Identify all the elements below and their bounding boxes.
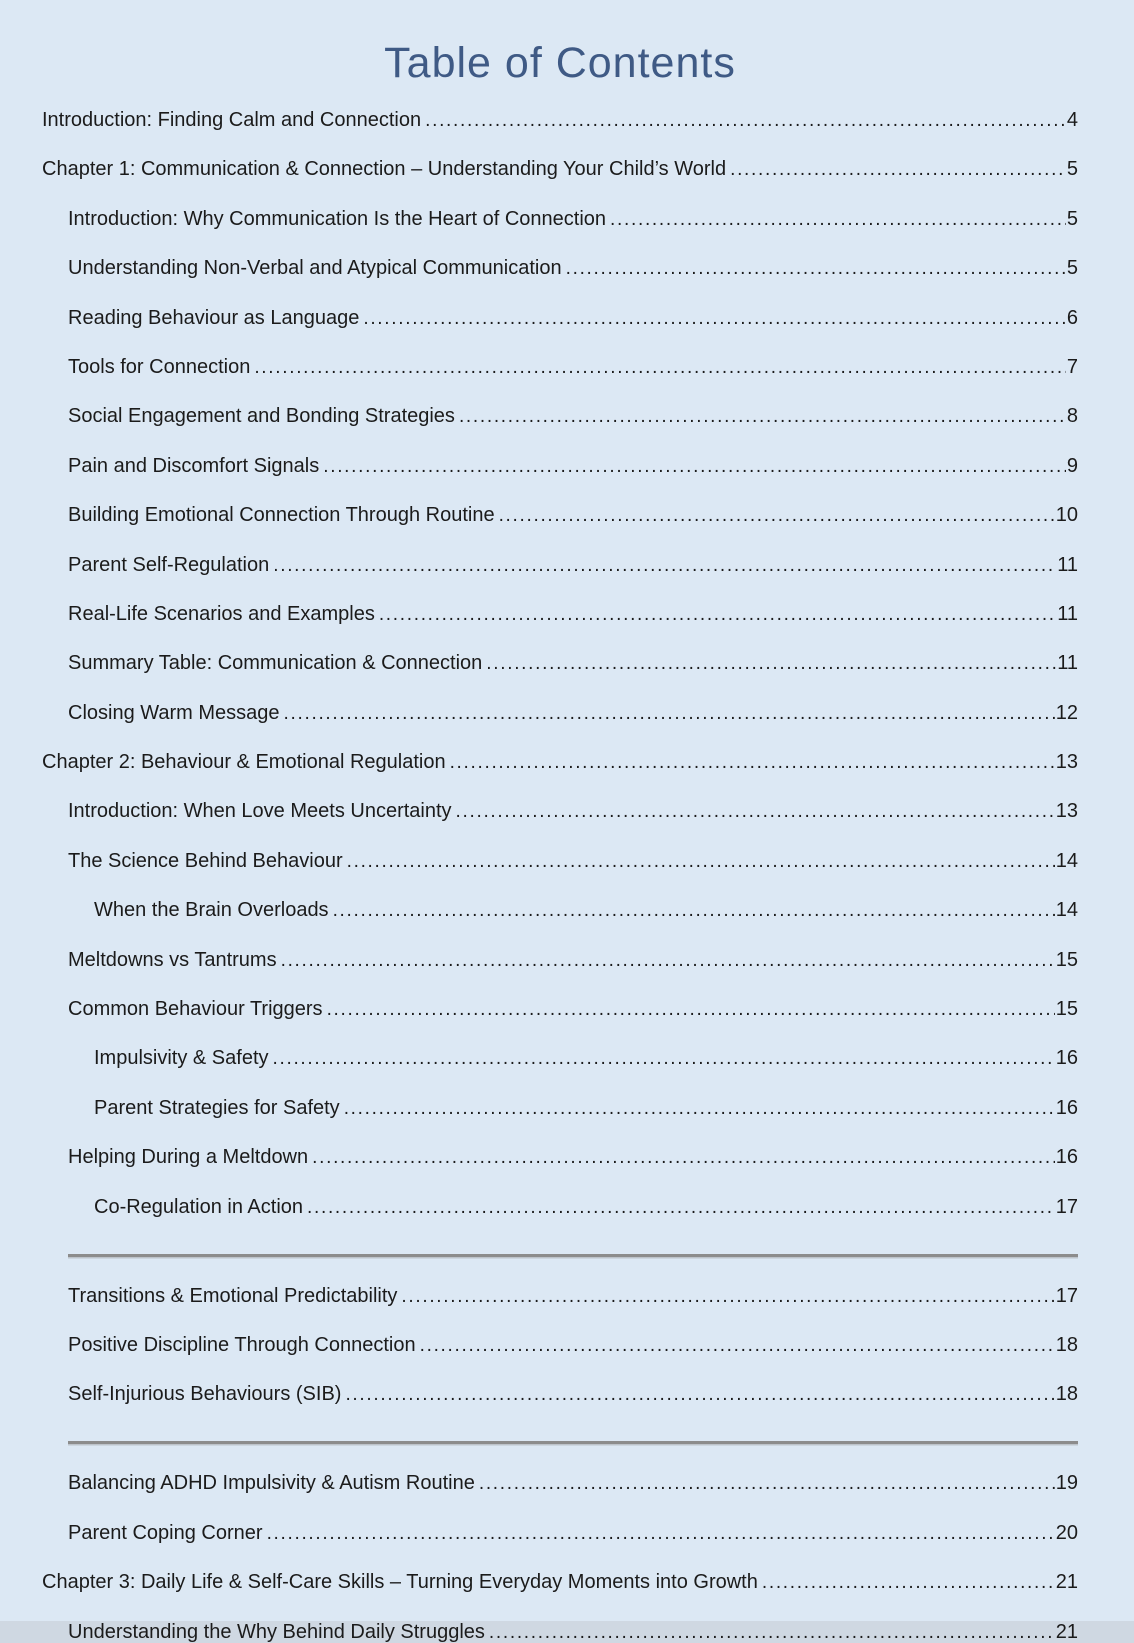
toc-entry-page: 18 (1055, 1383, 1078, 1406)
toc-entry-label: Chapter 1: Communication & Connection – Understanding Your Child’s World (42, 158, 727, 181)
toc-leader-dots (323, 456, 1066, 477)
toc-entry[interactable] (42, 505, 1078, 526)
toc-entry[interactable] (42, 1197, 1078, 1218)
toc-entry-label: Real-Life Scenarios and Examples (68, 602, 375, 625)
toc-entry-label: Balancing ADHD Impulsivity & Autism Routine (68, 1472, 475, 1495)
toc-entry-label: Building Emotional Connection Through Routine (68, 504, 495, 527)
toc-leader-dots (333, 900, 1055, 921)
toc-entry-page: 19 (1055, 1472, 1078, 1495)
toc-leader-dots (401, 1286, 1054, 1307)
toc-entry-label: Transitions & Emotional Predictability (68, 1284, 398, 1307)
toc-entry[interactable] (42, 1622, 1078, 1643)
toc-entry-page: 9 (1066, 454, 1078, 477)
toc-leader-dots (254, 357, 1066, 378)
toc-entry-label: Introduction: Why Communication Is the Heart of Connection (68, 207, 607, 230)
toc-entry-label: Chapter 2: Behaviour & Emotional Regulation (42, 751, 446, 774)
toc-leader-dots (730, 159, 1066, 180)
toc-entry-label: Positive Discipline Through Connection (68, 1333, 416, 1356)
toc-entry[interactable] (42, 851, 1078, 872)
toc-entry-label: Tools for Connection (68, 355, 251, 378)
section-divider (68, 1441, 1078, 1444)
toc-leader-dots (456, 801, 1055, 822)
toc-leader-dots (312, 1147, 1055, 1168)
toc-leader-dots (489, 1622, 1055, 1643)
toc-entry[interactable] (42, 653, 1078, 674)
toc-entry-page: 16 (1055, 1047, 1078, 1070)
toc-entry-label: The Science Behind Behaviour (68, 849, 343, 872)
toc-entry[interactable] (42, 456, 1078, 477)
toc-entry-page: 5 (1066, 207, 1078, 230)
toc-entry-label: Introduction: Finding Calm and Connection (42, 109, 422, 131)
toc-leader-dots (420, 1335, 1055, 1356)
toc-leader-dots (425, 110, 1066, 131)
toc-entry-label: Pain and Discomfort Signals (68, 454, 320, 477)
toc-leader-dots (345, 1384, 1054, 1405)
toc-entry[interactable] (42, 258, 1078, 279)
toc-entry[interactable] (42, 308, 1078, 329)
toc-leader-dots (450, 752, 1055, 773)
toc-entry[interactable] (42, 1473, 1078, 1494)
toc-entry-label: Parent Self-Regulation (68, 553, 270, 576)
toc-entry[interactable] (42, 1335, 1078, 1356)
toc-entry-page: 7 (1066, 355, 1078, 378)
toc-entry-page: 11 (1057, 553, 1078, 576)
toc-entry[interactable] (42, 1572, 1078, 1593)
toc-entry-label: Introduction: When Love Meets Uncertainty (68, 800, 452, 823)
toc-leader-dots (347, 851, 1055, 872)
toc-entry[interactable] (42, 1098, 1078, 1119)
toc-entry[interactable] (42, 950, 1078, 971)
toc-leader-dots (363, 308, 1066, 329)
toc-leader-dots (610, 209, 1066, 230)
toc-leader-dots (344, 1098, 1055, 1119)
toc-leader-dots (327, 999, 1055, 1020)
toc-entry-page: 4 (1066, 109, 1078, 131)
toc-entry-page: 20 (1055, 1521, 1078, 1544)
toc-entry[interactable] (42, 1048, 1078, 1069)
toc-entry-page: 8 (1066, 405, 1078, 428)
toc-entry[interactable] (42, 752, 1078, 773)
toc-entry-label: Summary Table: Communication & Connection (68, 652, 483, 675)
toc-leader-dots (281, 950, 1055, 971)
toc-entry-label: Reading Behaviour as Language (68, 306, 360, 329)
toc-entry-page: 10 (1055, 504, 1078, 527)
toc-entry-label: Chapter 3: Daily Life & Self-Care Skills – Turning Everyday Moments into Growth (42, 1571, 758, 1594)
toc-leader-dots (273, 555, 1056, 576)
toc-entry-page: 18 (1055, 1333, 1078, 1356)
toc-entry[interactable] (42, 1147, 1078, 1168)
toc-entry[interactable] (42, 357, 1078, 378)
toc-leader-dots (499, 505, 1055, 526)
toc-entry-label: Understanding Non-Verbal and Atypical Communication (68, 257, 562, 280)
toc-leader-dots (379, 604, 1056, 625)
toc-entry[interactable] (42, 110, 1078, 131)
toc-entry-label: When the Brain Overloads (94, 899, 329, 922)
toc-entry[interactable] (42, 1523, 1078, 1544)
toc-entry-label: Social Engagement and Bonding Strategies (68, 405, 455, 428)
toc-entry[interactable] (42, 900, 1078, 921)
toc-entry-label: Self-Injurious Behaviours (SIB) (68, 1383, 342, 1406)
toc-entry[interactable] (42, 406, 1078, 427)
toc-leader-dots (284, 703, 1055, 724)
toc-leader-dots (459, 406, 1066, 427)
toc-entry-label: Impulsivity & Safety (94, 1047, 269, 1070)
toc-entry[interactable] (42, 1286, 1078, 1307)
toc-entry-page: 21 (1055, 1620, 1078, 1643)
toc-entry[interactable] (42, 604, 1078, 625)
toc-entry-page: 13 (1055, 800, 1078, 823)
toc-leader-dots (566, 258, 1066, 279)
toc-entry-page: 14 (1055, 849, 1078, 872)
toc-list (42, 110, 1078, 1643)
section-divider (68, 1254, 1078, 1257)
toc-leader-dots (486, 653, 1056, 674)
toc-entry[interactable] (42, 801, 1078, 822)
toc-entry-label: Understanding the Why Behind Daily Struggles (68, 1620, 485, 1643)
toc-entry-page: 14 (1055, 899, 1078, 922)
toc-entry-label: Meltdowns vs Tantrums (68, 948, 277, 971)
toc-entry[interactable] (42, 209, 1078, 230)
toc-entry[interactable] (42, 555, 1078, 576)
toc-entry-label: Common Behaviour Triggers (68, 998, 323, 1021)
toc-leader-dots (267, 1523, 1055, 1544)
toc-entry[interactable] (42, 159, 1078, 180)
page-title: Table of Contents (384, 39, 736, 87)
toc-entry-page: 21 (1055, 1571, 1078, 1594)
toc-entry-page: 16 (1055, 1096, 1078, 1119)
toc-entry-page: 5 (1066, 257, 1078, 280)
toc-entry-page: 6 (1066, 306, 1078, 329)
toc-entry[interactable] (42, 999, 1078, 1020)
toc-entry-page: 5 (1066, 158, 1078, 181)
toc-entry-page: 12 (1055, 701, 1078, 724)
toc-entry-page: 11 (1057, 652, 1078, 675)
toc-entry-page: 15 (1055, 998, 1078, 1021)
toc-entry-page: 16 (1055, 1146, 1078, 1169)
toc-entry-label: Helping During a Meltdown (68, 1146, 309, 1169)
toc-entry-page: 15 (1055, 948, 1078, 971)
toc-leader-dots (307, 1197, 1055, 1218)
toc-leader-dots (762, 1572, 1055, 1593)
toc-entry[interactable] (42, 703, 1078, 724)
toc-leader-dots (479, 1473, 1055, 1494)
toc-entry-page: 17 (1055, 1195, 1078, 1218)
toc-entry-label: Parent Coping Corner (68, 1521, 263, 1544)
toc-entry-label: Closing Warm Message (68, 701, 280, 724)
toc-entry-label: Co-Regulation in Action (94, 1195, 304, 1218)
toc-entry-page: 13 (1055, 751, 1078, 774)
toc-entry-page: 17 (1055, 1284, 1078, 1307)
toc-leader-dots (273, 1048, 1055, 1069)
toc-entry-label: Parent Strategies for Safety (94, 1096, 340, 1119)
toc-entry[interactable] (42, 1384, 1078, 1405)
toc-entry-page: 11 (1057, 602, 1078, 625)
